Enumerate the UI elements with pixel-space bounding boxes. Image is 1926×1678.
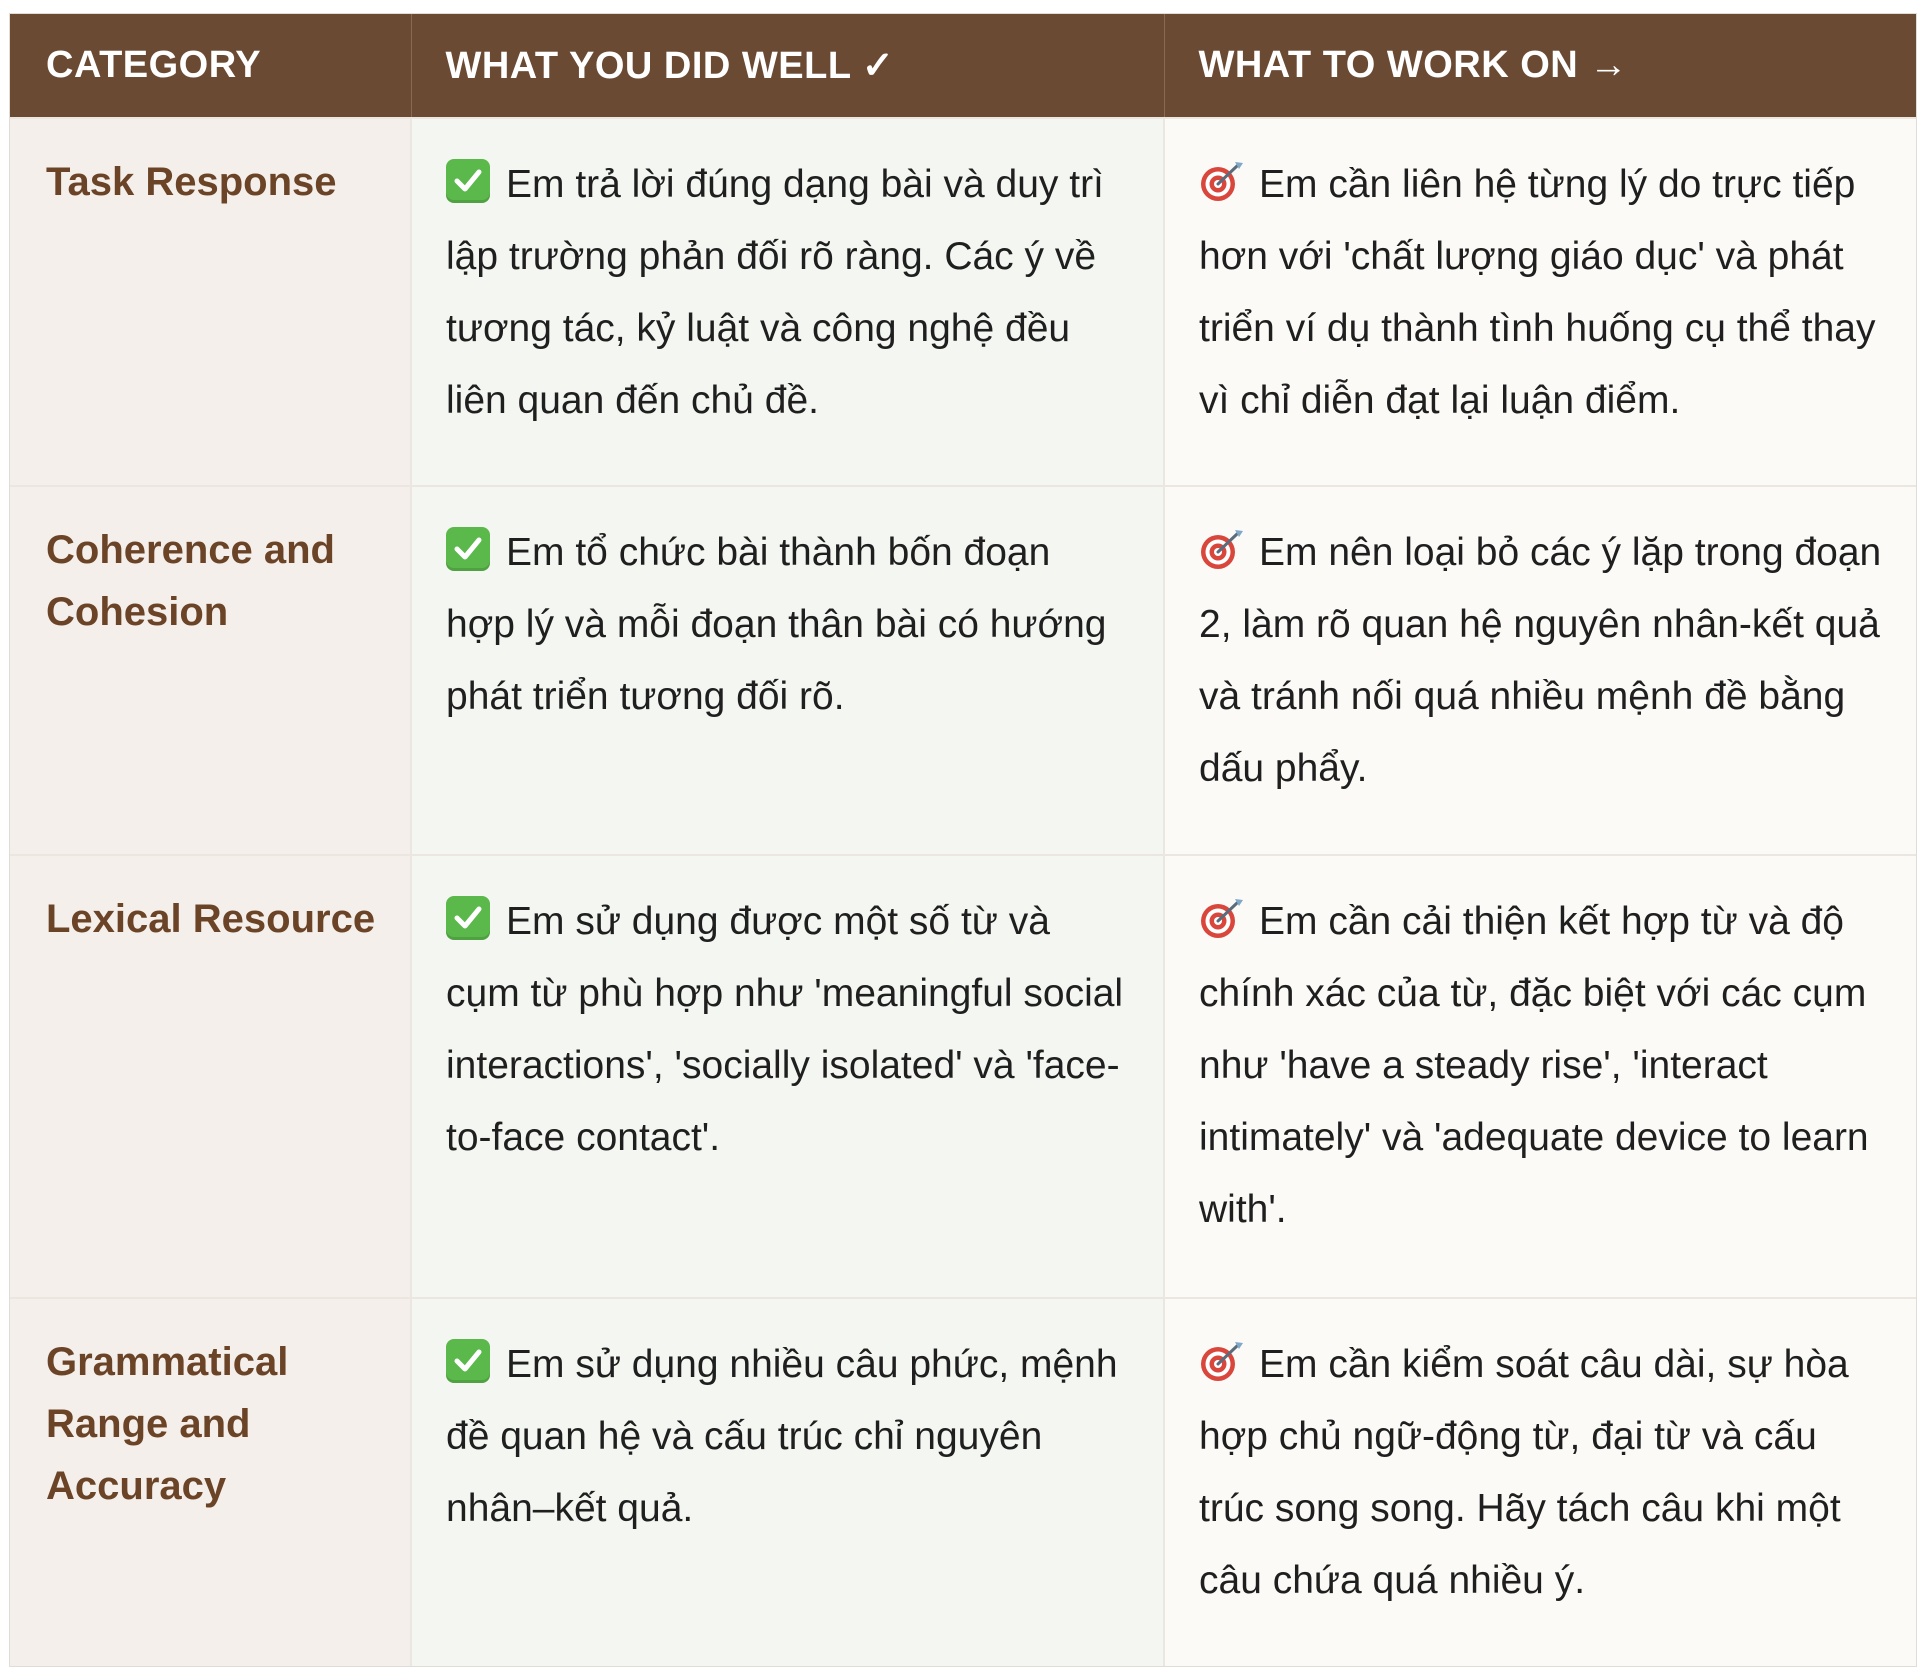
work-on-cell <box>1164 1298 1916 1666</box>
work-on-text: Em nên loại bỏ các ý lặp trong đoạn 2, làm rõ quan hệ nguyên nhân-kết quả và tránh nối quá nhiều mệnh đề bằng dấu phẩy. <box>1199 531 1882 790</box>
work-on-cell <box>1164 486 1916 855</box>
header-category: CATEGORY <box>10 14 411 118</box>
check-mark-icon <box>446 1339 490 1383</box>
did-well-text: Em trả lời đúng dạng bài và duy trì lập trường phản đối rõ ràng. Các ý về tương tác, kỷ luật và công nghệ đều liên quan đến chủ đề. <box>446 163 1104 422</box>
target-icon <box>1199 896 1245 940</box>
category-cell <box>10 486 411 855</box>
category-label: Lexical Resource <box>46 897 376 941</box>
target-icon <box>1199 527 1245 571</box>
work-on-text: Em cần kiểm soát câu dài, sự hòa hợp chủ ngữ-động từ, đại từ và cấu trúc song song. Hãy tách câu khi một câu chứa quá nhiều ý. <box>1199 1343 1849 1602</box>
category-cell <box>10 1298 411 1666</box>
did-well-cell <box>411 118 1164 486</box>
category-cell <box>10 855 411 1298</box>
check-mark-icon <box>446 527 490 571</box>
work-on-cell <box>1164 118 1916 486</box>
header-row <box>10 14 1916 118</box>
target-icon <box>1199 1339 1245 1383</box>
table-row <box>10 118 1916 486</box>
did-well-text: Em sử dụng được một số từ và cụm từ phù hợp như 'meaningful social interactions', 'socially isolated' và 'face-to-face contact'. <box>446 900 1124 1159</box>
header-did-well: WHAT YOU DID WELL ✓ <box>411 14 1164 118</box>
category-cell <box>10 118 411 486</box>
category-label: Coherence and Cohesion <box>46 528 335 634</box>
table-row <box>10 1298 1916 1666</box>
check-mark-icon <box>446 896 490 940</box>
table-body <box>10 118 1916 1666</box>
check-mark-icon <box>446 159 490 203</box>
did-well-cell <box>411 855 1164 1298</box>
table-row <box>10 486 1916 855</box>
table-row <box>10 855 1916 1298</box>
did-well-text: Em sử dụng nhiều câu phức, mệnh đề quan hệ và cấu trúc chỉ nguyên nhân–kết quả. <box>446 1343 1118 1530</box>
feedback-table <box>10 14 1916 1666</box>
work-on-text: Em cần liên hệ từng lý do trực tiếp hơn với 'chất lượng giáo dục' và phát triển ví dụ thành tình huống cụ thể thay vì chỉ diễn đạt lại luận điểm. <box>1199 163 1876 422</box>
did-well-text: Em tổ chức bài thành bốn đoạn hợp lý và mỗi đoạn thân bài có hướng phát triển tương đối rõ. <box>446 531 1107 718</box>
category-label: Grammatical Range and Accuracy <box>46 1340 289 1508</box>
work-on-text: Em cần cải thiện kết hợp từ và độ chính xác của từ, đặc biệt với các cụm như 'have a steady rise', 'interact intimately' và 'adequate device to learn with'. <box>1199 900 1869 1231</box>
target-icon <box>1199 159 1245 203</box>
work-on-cell <box>1164 855 1916 1298</box>
header-work-on: WHAT TO WORK ON → <box>1198 44 1628 86</box>
category-label: Task Response <box>46 160 337 204</box>
did-well-cell <box>411 486 1164 855</box>
did-well-cell <box>411 1298 1164 1666</box>
table-header <box>10 14 1916 118</box>
